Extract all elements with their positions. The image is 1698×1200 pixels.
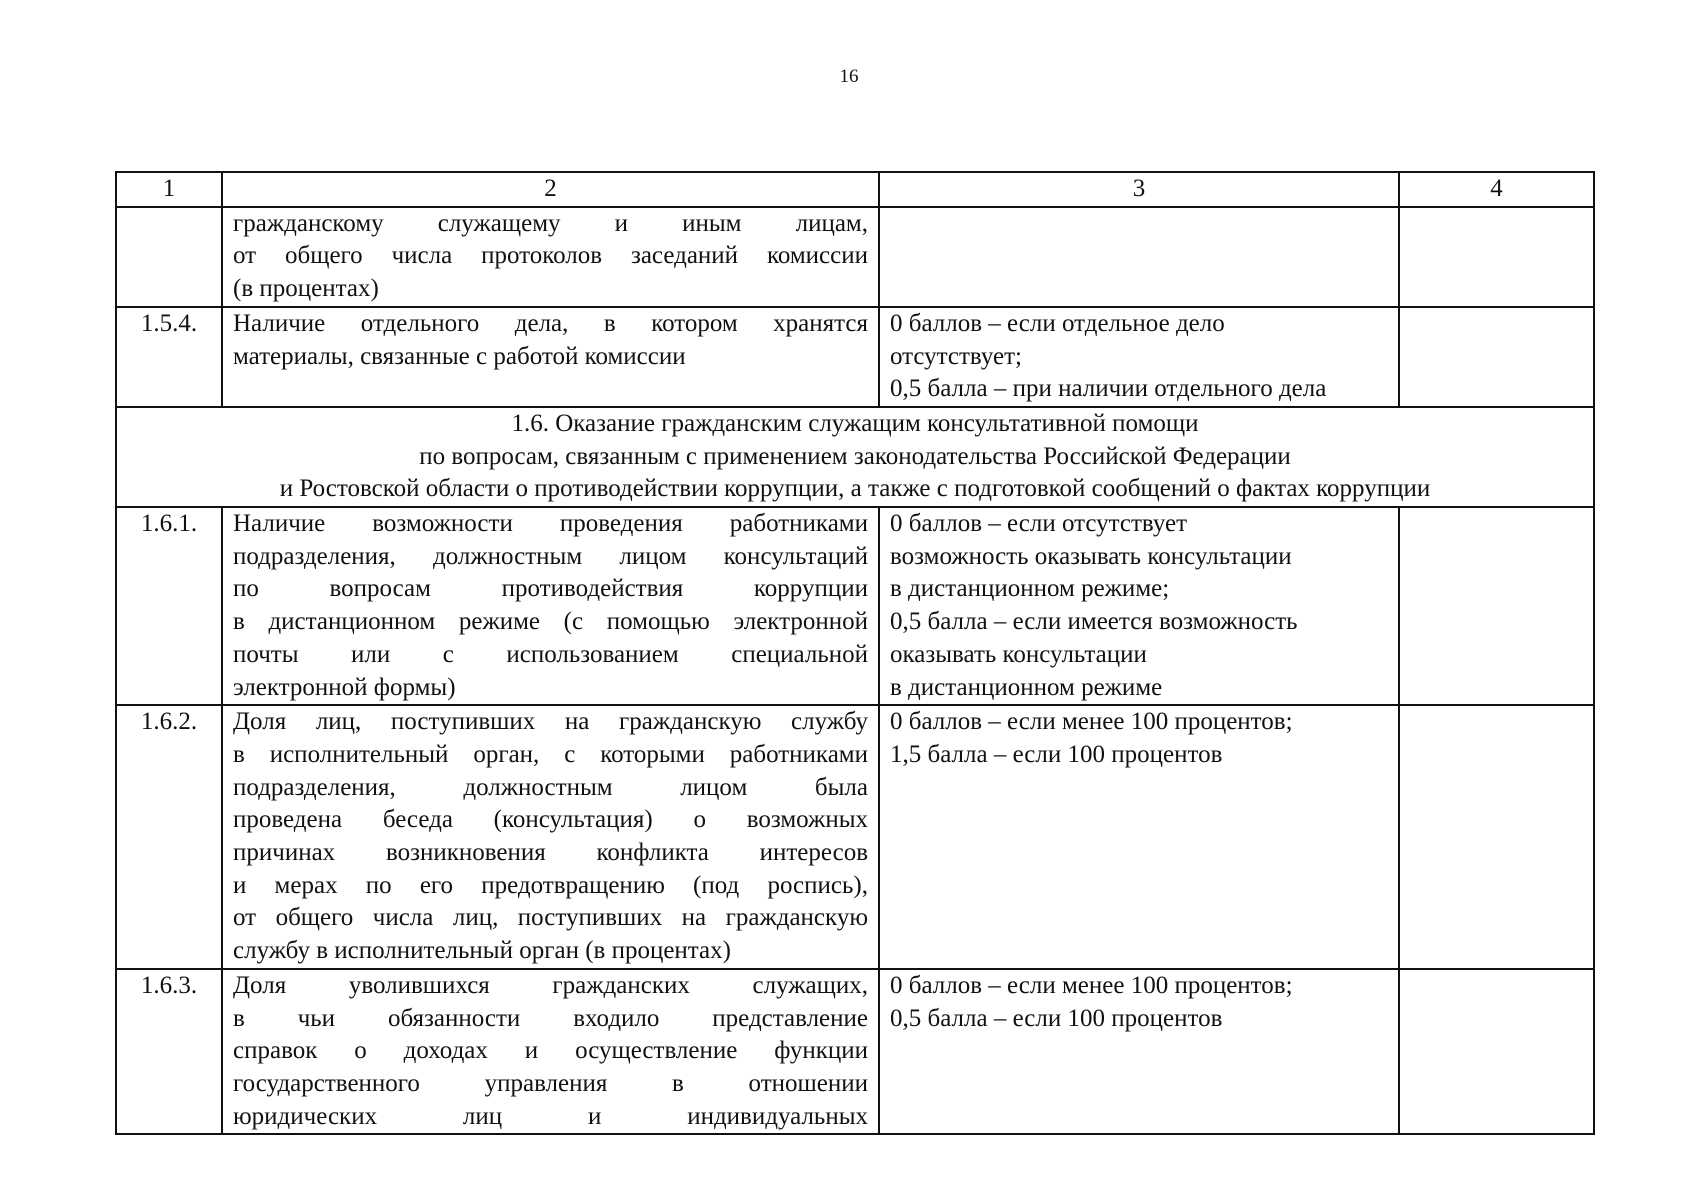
score-cell (1399, 705, 1594, 969)
row-number: 1.5.4. (116, 307, 222, 407)
criteria-line: в дистанционном режиме; (890, 575, 1170, 603)
criteria-cell (879, 207, 1399, 307)
row-number: 1.6.1. (116, 507, 222, 705)
table-row-continuation (116, 207, 1594, 307)
table-row-1-6-1 (116, 507, 1594, 705)
indicator-line: материалы, связанные с работой комиссии (233, 342, 686, 370)
header-cell-1: 1 (116, 172, 222, 207)
indicator-line: почты или с использованием специальной (233, 640, 868, 668)
criteria-line: 0,5 балла – если имеется возможность (890, 608, 1298, 636)
section-heading-row-1-6 (116, 407, 1594, 507)
score-cell (1399, 207, 1594, 307)
criteria-cell (879, 507, 1399, 705)
criteria-line: отсутствует; (890, 342, 1023, 370)
section-heading-line: по вопросам, связанным с применением законодательства Российской Федерации (419, 442, 1291, 470)
criteria-line: 0,5 балла – при наличии отдельного дела (890, 375, 1327, 403)
score-cell (1399, 307, 1594, 407)
indicator-line: в исполнительный орган, с которыми работниками (233, 740, 868, 768)
row-number (116, 207, 222, 307)
criteria-line: 0,5 балла – если 100 процентов (890, 1004, 1223, 1032)
indicator-cell (222, 307, 879, 407)
indicator-line: Доля уволившихся гражданских служащих, (233, 971, 868, 999)
indicator-line: подразделения, должностным лицом была (233, 773, 868, 801)
indicator-line: электронной формы) (233, 673, 456, 701)
criteria-line: 1,5 балла – если 100 процентов (890, 740, 1223, 768)
indicator-line: в дистанционном режиме (с помощью электронной (233, 608, 868, 636)
table-row-1-6-2 (116, 705, 1594, 969)
indicator-line: причинах возникновения конфликта интересов (233, 839, 868, 867)
indicator-line: гражданскому служащему и иным лицам, (233, 209, 868, 237)
criteria-table (115, 171, 1595, 1135)
indicator-line: в чьи обязанности входило представление (233, 1004, 868, 1032)
indicator-cell (222, 507, 879, 705)
indicator-line: службу в исполнительный орган (в процентах) (233, 937, 731, 965)
indicator-cell (222, 207, 879, 307)
indicator-line: от общего числа протоколов заседаний комиссии (233, 242, 868, 270)
indicator-line: подразделения, должностным лицом консультаций (233, 542, 868, 570)
indicator-line: Доля лиц, поступивших на гражданскую службу (233, 708, 868, 736)
row-number: 1.6.2. (116, 705, 222, 969)
header-cell-4: 4 (1399, 172, 1594, 207)
criteria-line: оказывать консультации (890, 640, 1147, 668)
section-heading-line: и Ростовской области о противодействии коррупции, а также с подготовкой сообщений о фактах коррупции (279, 475, 1431, 503)
row-number: 1.6.3. (116, 969, 222, 1135)
indicator-cell (222, 705, 879, 969)
criteria-line: 0 баллов – если отдельное дело (890, 309, 1225, 337)
indicator-line: справок о доходах и осуществление функции (233, 1037, 868, 1065)
indicator-cell (222, 969, 879, 1135)
indicator-line: от общего числа лиц, поступивших на гражданскую (233, 904, 868, 932)
criteria-line: 0 баллов – если менее 100 процентов; (890, 708, 1293, 736)
criteria-cell (879, 969, 1399, 1135)
table-row-1-5-4 (116, 307, 1594, 407)
criteria-line: в дистанционном режиме (890, 673, 1163, 701)
page-number: 16 (839, 66, 859, 87)
section-heading-line: 1.6. Оказание гражданским служащим консультативной помощи (511, 409, 1199, 437)
score-cell (1399, 507, 1594, 705)
indicator-line: проведена беседа (консультация) о возможных (233, 806, 868, 834)
indicator-line: и мерах по его предотвращению (под роспись), (233, 871, 868, 899)
table-row-1-6-3 (116, 969, 1594, 1135)
criteria-line: 0 баллов – если менее 100 процентов; (890, 971, 1293, 999)
score-cell (1399, 969, 1594, 1135)
indicator-line: Наличие отдельного дела, в котором хранятся (233, 309, 868, 337)
indicator-line: по вопросам противодействия коррупции (233, 575, 868, 603)
table-header-row (116, 172, 1594, 207)
criteria-line: 0 баллов – если отсутствует (890, 510, 1188, 538)
header-cell-2: 2 (222, 172, 879, 207)
criteria-line: возможность оказывать консультации (890, 542, 1292, 570)
indicator-line: государственного управления в отношении (233, 1069, 868, 1097)
header-cell-3: 3 (879, 172, 1399, 207)
indicator-line: юридических лиц и индивидуальных (233, 1102, 868, 1130)
indicator-line: Наличие возможности проведения работниками (233, 510, 868, 538)
criteria-cell (879, 307, 1399, 407)
criteria-cell (879, 705, 1399, 969)
indicator-line: (в процентах) (233, 275, 379, 303)
section-heading (116, 407, 1594, 507)
